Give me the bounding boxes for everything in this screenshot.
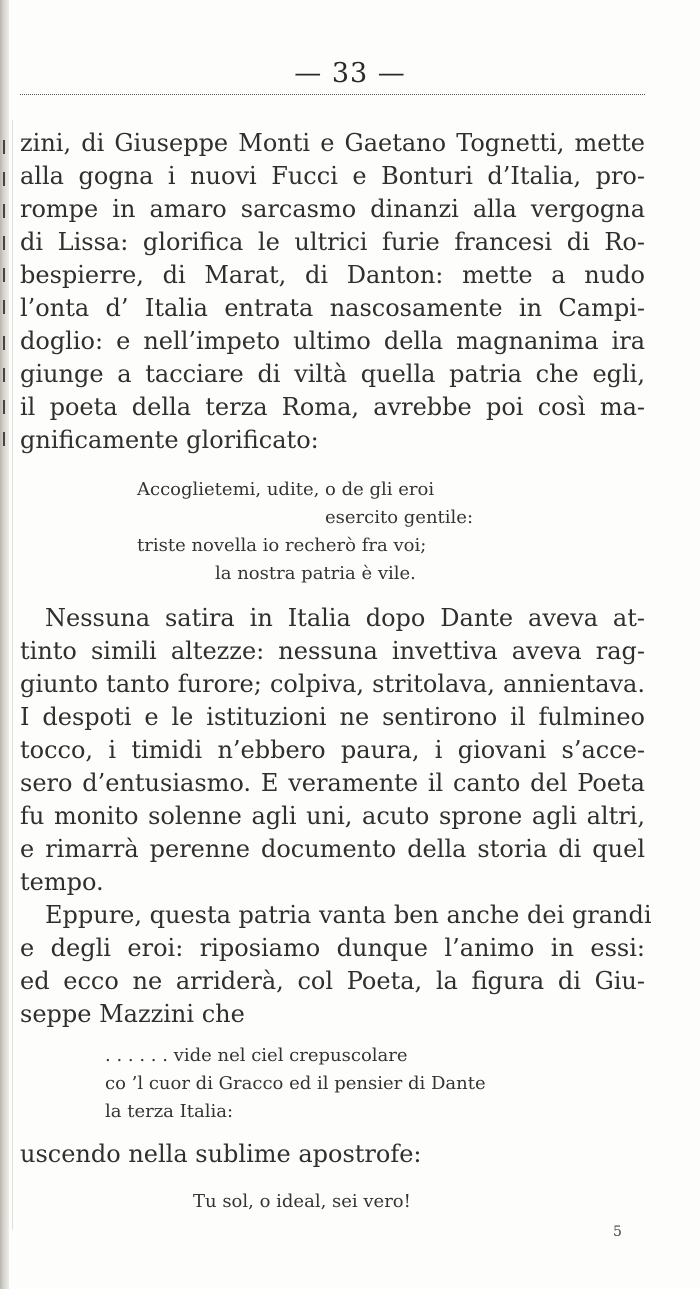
verse-line: la terza Italia: [105, 1101, 234, 1122]
text-line: alla gogna i nuovi Fucci e Bonturi d’Italia, pro- [20, 162, 645, 190]
margin-mark [3, 204, 5, 218]
margin-mark [3, 172, 5, 186]
signature-mark: 5 [613, 1224, 622, 1240]
text-line: I despoti e le istituzioni ne sentirono il fulmineo [20, 703, 645, 731]
text-line: seppe Mazzini che [20, 1000, 245, 1028]
verse-line: la nostra patria è vile. [215, 563, 416, 584]
text-line: e degli eroi: riposiamo dunque l’animo in essi: [20, 934, 645, 962]
verse-line: Accoglietemi, udite, o de gli eroi [137, 479, 435, 500]
binding-edge [0, 0, 9, 1289]
margin-mark [3, 432, 5, 446]
margin-mark [3, 268, 5, 282]
text-line: tocco, i timidi n’ebbero paura, i giovani s’acce- [20, 736, 645, 764]
text-line: doglio: e nell’impeto ultimo della magnanima ira [20, 327, 645, 355]
verse-line: . . . . . . vide nel ciel crepuscolare [105, 1045, 408, 1066]
text-line: Nessuna satira in Italia dopo Dante aveva at- [45, 604, 645, 632]
verse-line: co ’l cuor di Gracco ed il pensier di Dante [105, 1073, 486, 1094]
margin-mark [3, 140, 5, 154]
margin-mark [3, 300, 5, 314]
text-line: rompe in amaro sarcasmo dinanzi alla vergogna [20, 195, 645, 223]
text-line: Eppure, questa patria vanta ben anche dei grandi [45, 901, 652, 929]
text-line: il poeta della terza Roma, avrebbe poi così ma- [20, 393, 645, 421]
text-line: zini, di Giuseppe Monti e Gaetano Tognetti, mette [20, 129, 645, 157]
page-header: — 33 — [294, 58, 406, 89]
text-line: gnificamente glorificato: [20, 426, 319, 454]
margin-mark [3, 236, 5, 250]
text-line: giunto tanto furore; colpiva, stritolava, annientava. [20, 670, 645, 698]
text-line: fu monito solenne agli uni, acuto sprone agli altri, [20, 802, 645, 830]
verse-line: triste novella io recherò fra voi; [137, 535, 427, 556]
text-line: sero d’entusiasmo. E veramente il canto del Poeta [20, 769, 645, 797]
text-line: e rimarrà perenne documento della storia di quel [20, 835, 645, 863]
verse-line: esercito gentile: [325, 507, 474, 528]
margin-mark [3, 336, 5, 350]
text-line: giunge a tacciare di viltà quella patria che egli, [20, 360, 645, 388]
text-line: ed ecco ne arriderà, col Poeta, la figura di Giu- [20, 967, 645, 995]
verse-line: Tu sol, o ideal, sei vero! [193, 1191, 411, 1212]
text-line: uscendo nella sublime apostrofe: [20, 1140, 422, 1168]
text-line: tempo. [20, 868, 104, 896]
text-line: tinto simili altezze: nessuna invettiva aveva rag- [20, 637, 645, 665]
header-rule [20, 94, 645, 95]
text-line: l’onta d’ Italia entrata nascosamente in Campi- [20, 294, 645, 322]
text-line: di Lissa: glorifica le ultrici furie francesi di Ro- [20, 228, 645, 256]
margin-mark [3, 368, 5, 382]
margin-line [12, 120, 13, 1230]
margin-mark [3, 400, 5, 414]
text-line: bespierre, di Marat, di Danton: mette a nudo [20, 261, 645, 289]
